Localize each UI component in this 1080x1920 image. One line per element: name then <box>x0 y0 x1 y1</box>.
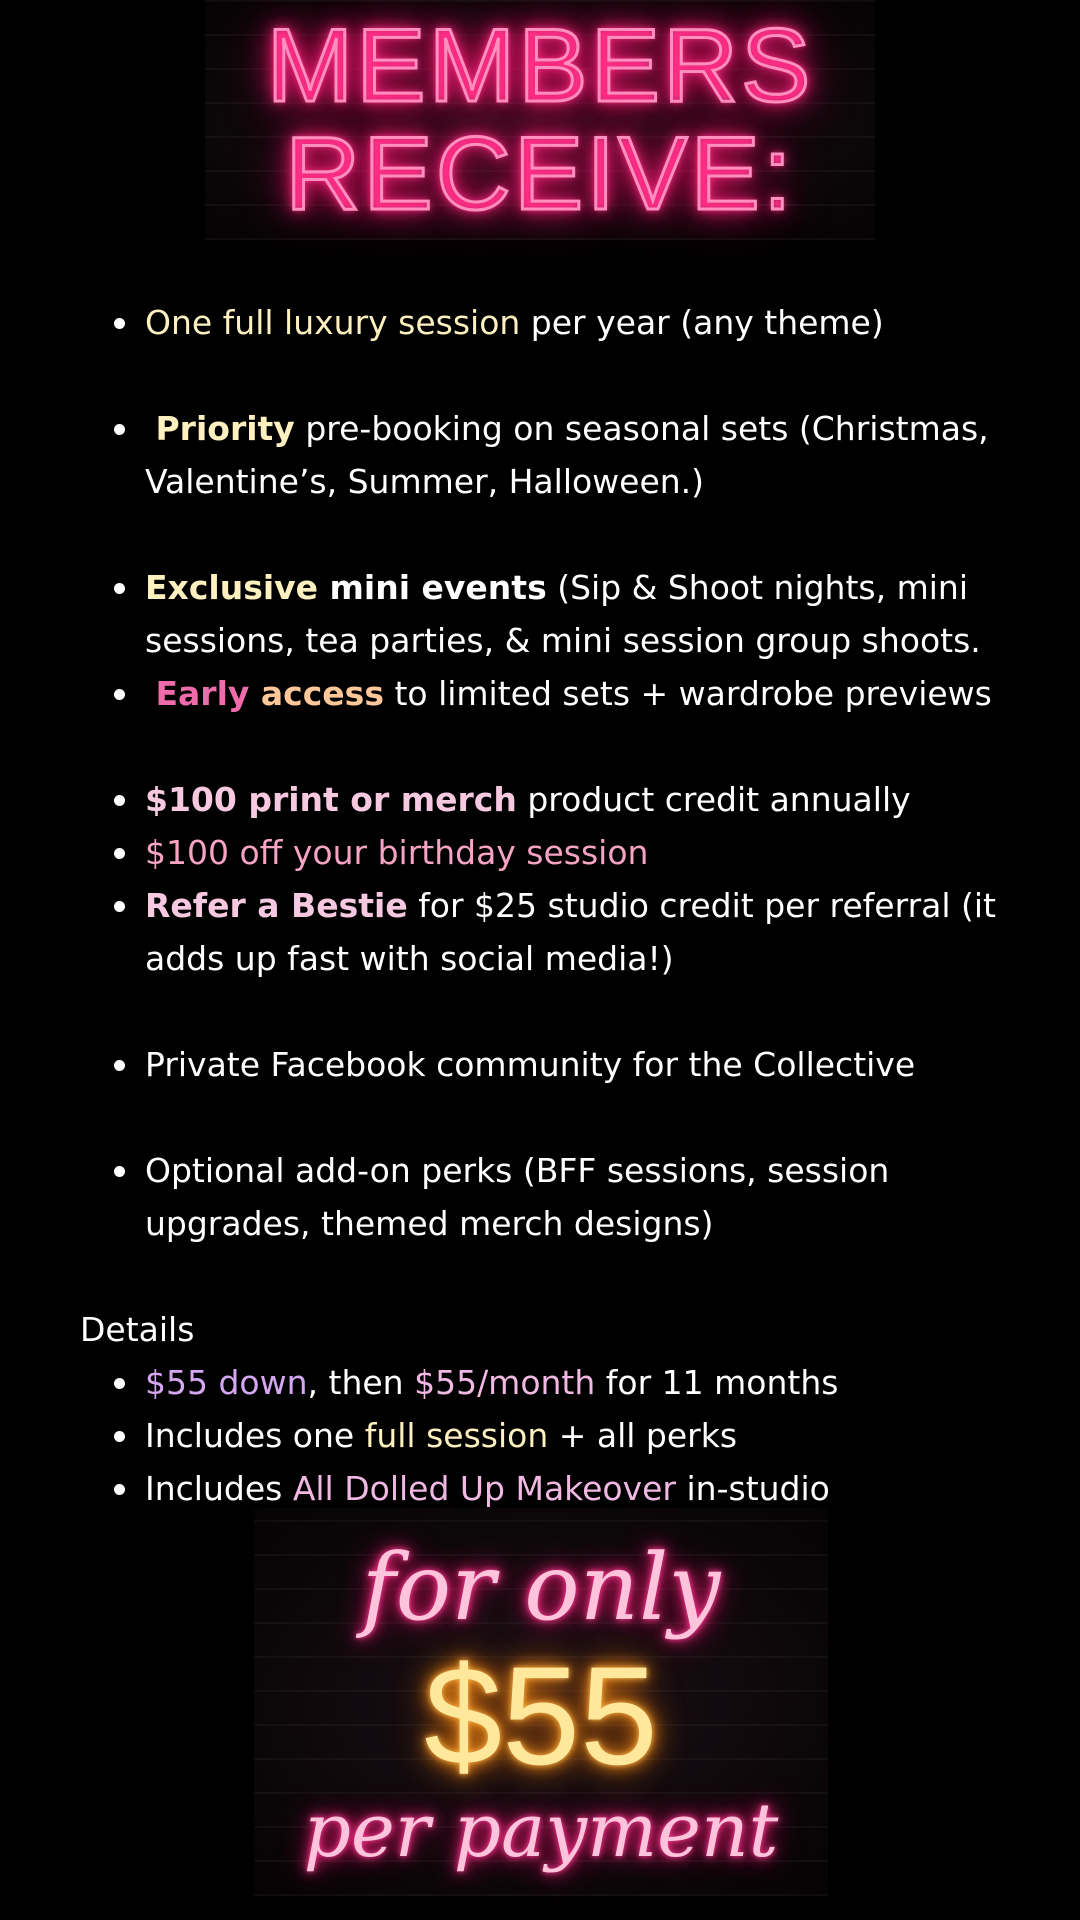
perk-text: for $25 studio credit per referral (it adds up fast with social media!) <box>145 886 996 978</box>
perk-text: product credit annually <box>516 780 911 819</box>
perk-luxury-session <box>112 296 1012 349</box>
detail-highlight: $55 down <box>145 1363 308 1402</box>
perk-text: pre-booking on seasonal sets (Christmas, Valentine’s, Summer, Halloween.) <box>145 409 989 501</box>
detail-payment-plan <box>112 1356 1012 1409</box>
detail-highlight: full session <box>364 1416 549 1455</box>
perk-birthday-discount <box>112 826 1012 879</box>
perk-text: to limited sets + wardrobe previews <box>383 674 992 713</box>
detail-text-2: + all perks <box>548 1416 738 1455</box>
detail-text-2: in-studio <box>676 1469 830 1508</box>
perk-highlight: One full luxury session <box>145 303 521 342</box>
perk-highlight: Exclusive <box>145 568 319 607</box>
perk-mini-events <box>112 561 1012 667</box>
perks-list <box>112 296 1012 1250</box>
neon-heading-line-2: RECEIVE: <box>285 116 795 232</box>
price-neon-sign <box>254 1508 828 1896</box>
neon-for-only: for only <box>361 1534 721 1641</box>
perk-highlight: $100 off your birthday session <box>145 833 649 872</box>
details-list <box>112 1356 1012 1515</box>
neon-heading-line-1: MEMBERS <box>266 8 814 124</box>
neon-per-payment: per payment <box>303 1788 779 1874</box>
perk-print-credit <box>112 773 1012 826</box>
detail-highlight-2: $55/month <box>414 1363 596 1402</box>
detail-text: , then <box>307 1363 415 1402</box>
perk-text: per year (any theme) <box>520 303 884 342</box>
perk-early-access <box>112 667 1012 720</box>
detail-highlight: All Dolled Up Makeover <box>292 1469 677 1508</box>
detail-full-session <box>112 1409 1012 1462</box>
perk-highlight: Priority <box>155 409 295 448</box>
perk-highlight-2: access <box>249 674 384 713</box>
perk-highlight: Early <box>155 674 250 713</box>
perk-refer-bestie <box>112 879 1012 985</box>
perk-optional-addons <box>112 1144 1012 1250</box>
perk-text: Optional add-on perks (BFF sessions, session upgrades, themed merch designs) <box>145 1151 890 1243</box>
perk-highlight-2: mini events <box>318 568 547 607</box>
perk-facebook-community <box>112 1038 1012 1091</box>
detail-text-2: for 11 months <box>595 1363 839 1402</box>
details-heading: Details <box>80 1310 195 1349</box>
members-receive-neon-sign <box>205 0 875 240</box>
perk-text: Private Facebook community for the Collective <box>145 1045 916 1084</box>
perk-highlight: $100 print or merch <box>145 780 517 819</box>
perk-text: (Sip & Shoot nights, mini sessions, tea parties, & mini session group shoots. <box>145 568 981 660</box>
detail-text: Includes <box>145 1469 293 1508</box>
perk-highlight: Refer a Bestie <box>145 886 408 925</box>
detail-text: Includes one <box>145 1416 365 1455</box>
neon-price: $55 <box>424 1637 658 1794</box>
perk-priority-booking <box>112 402 1012 508</box>
